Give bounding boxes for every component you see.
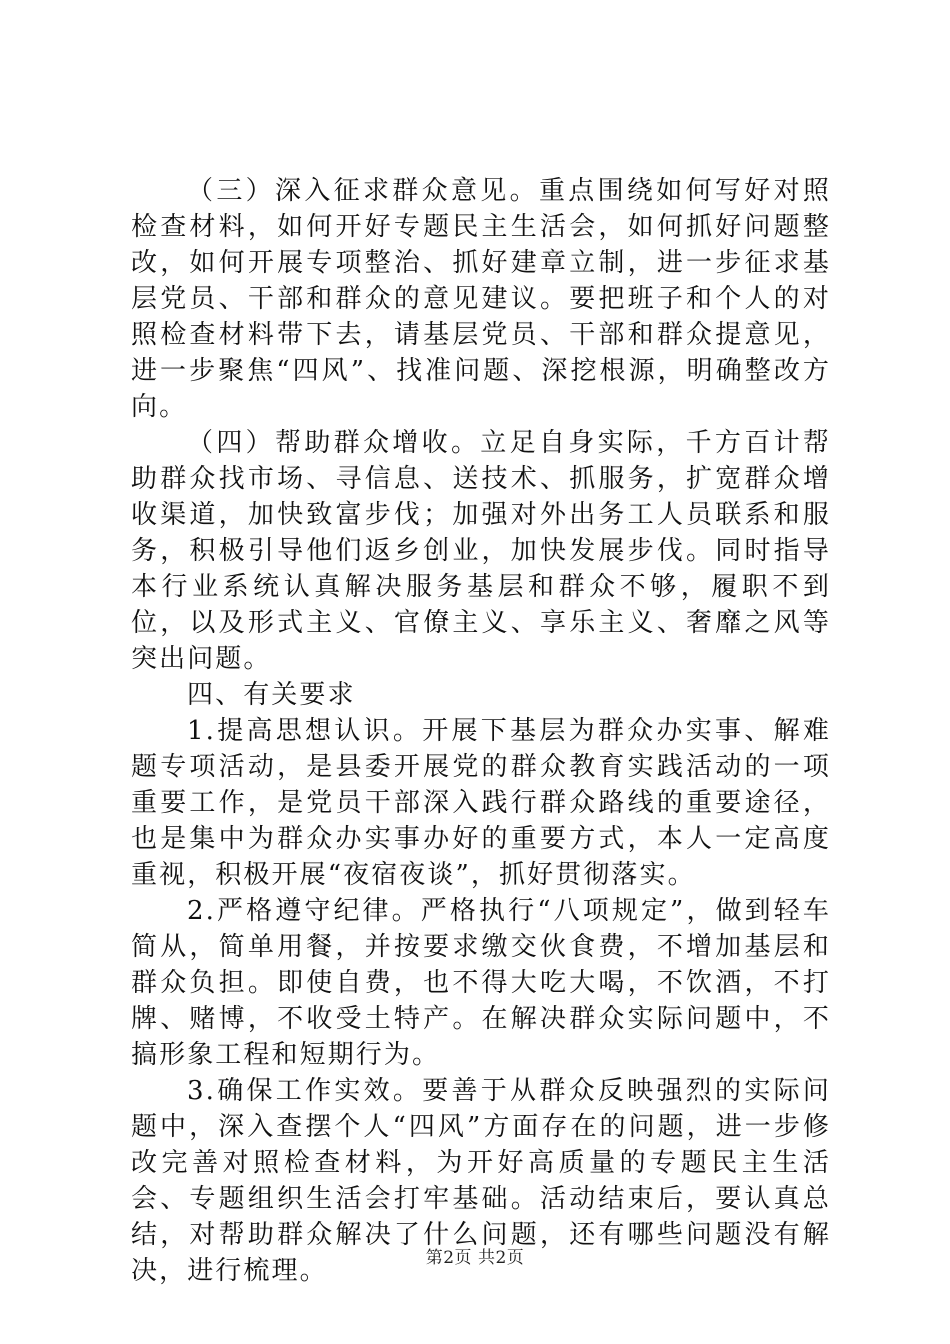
paragraph-section-4: （四）帮助群众增收。立足自身实际，千方百计帮助群众找市场、寻信息、送技术、抓服务，扩宽群众增收渠道，加快致富步伐；加强对外出务工人员联系和服务，积极引导他们返乡创业，加快发展步伐。同时指导本行业系统认真解决服务基层和群众不够，履职不到位，以及形式主义、官僚主义、享乐主义、奢靡之风等突出问题。 [131, 428, 831, 674]
document-body [131, 173, 831, 1289]
paragraph-section-3: （三）深入征求群众意见。重点围绕如何写好对照检查材料，如何开好专题民主生活会，如何抓好问题整改，如何开展专项整治、抓好建章立制，进一步征求基层党员、干部和群众的意见建议。要把班子和个人的对照检查材料带下去，请基层党员、干部和群众提意见，进一步聚焦“四风”、找准问题、深挖根源，明确整改方向。 [131, 176, 831, 422]
paragraph-requirement-2: 2.严格遵守纪律。严格执行“八项规定”，做到轻车简从，简单用餐，并按要求缴交伙食费，不增加基层和群众负担。即使自费，也不得大吃大喝，不饮酒，不打牌、赌博，不收受土特产。在解决群众实际问题中，不搞形象工程和短期行为。 [131, 896, 831, 1070]
paragraph-requirement-1: 1.提高思想认识。开展下基层为群众办实事、解难题专项活动，是县委开展党的群众教育实践活动的一项重要工作，是党员干部深入践行群众路线的重要途径，也是集中为群众办实事办好的重要方式，本人一定高度重视，积极开展“夜宿夜谈”，抓好贯彻落实。 [131, 716, 831, 890]
page-number-footer: 第2页 共2页 [425, 1248, 525, 1268]
heading-requirements: 四、有关要求 [187, 680, 356, 710]
paragraph-requirement-3: 3.确保工作实效。要善于从群众反映强烈的实际问题中，深入查摆个人“四风”方面存在的问题，进一步修改完善对照检查材料，为开好高质量的专题民主生活会、专题组织生活会打牢基础。活动结束后，要认真总结，对帮助群众解决了什么问题，还有哪些问题没有解决，进行梳理。 [131, 1076, 831, 1286]
